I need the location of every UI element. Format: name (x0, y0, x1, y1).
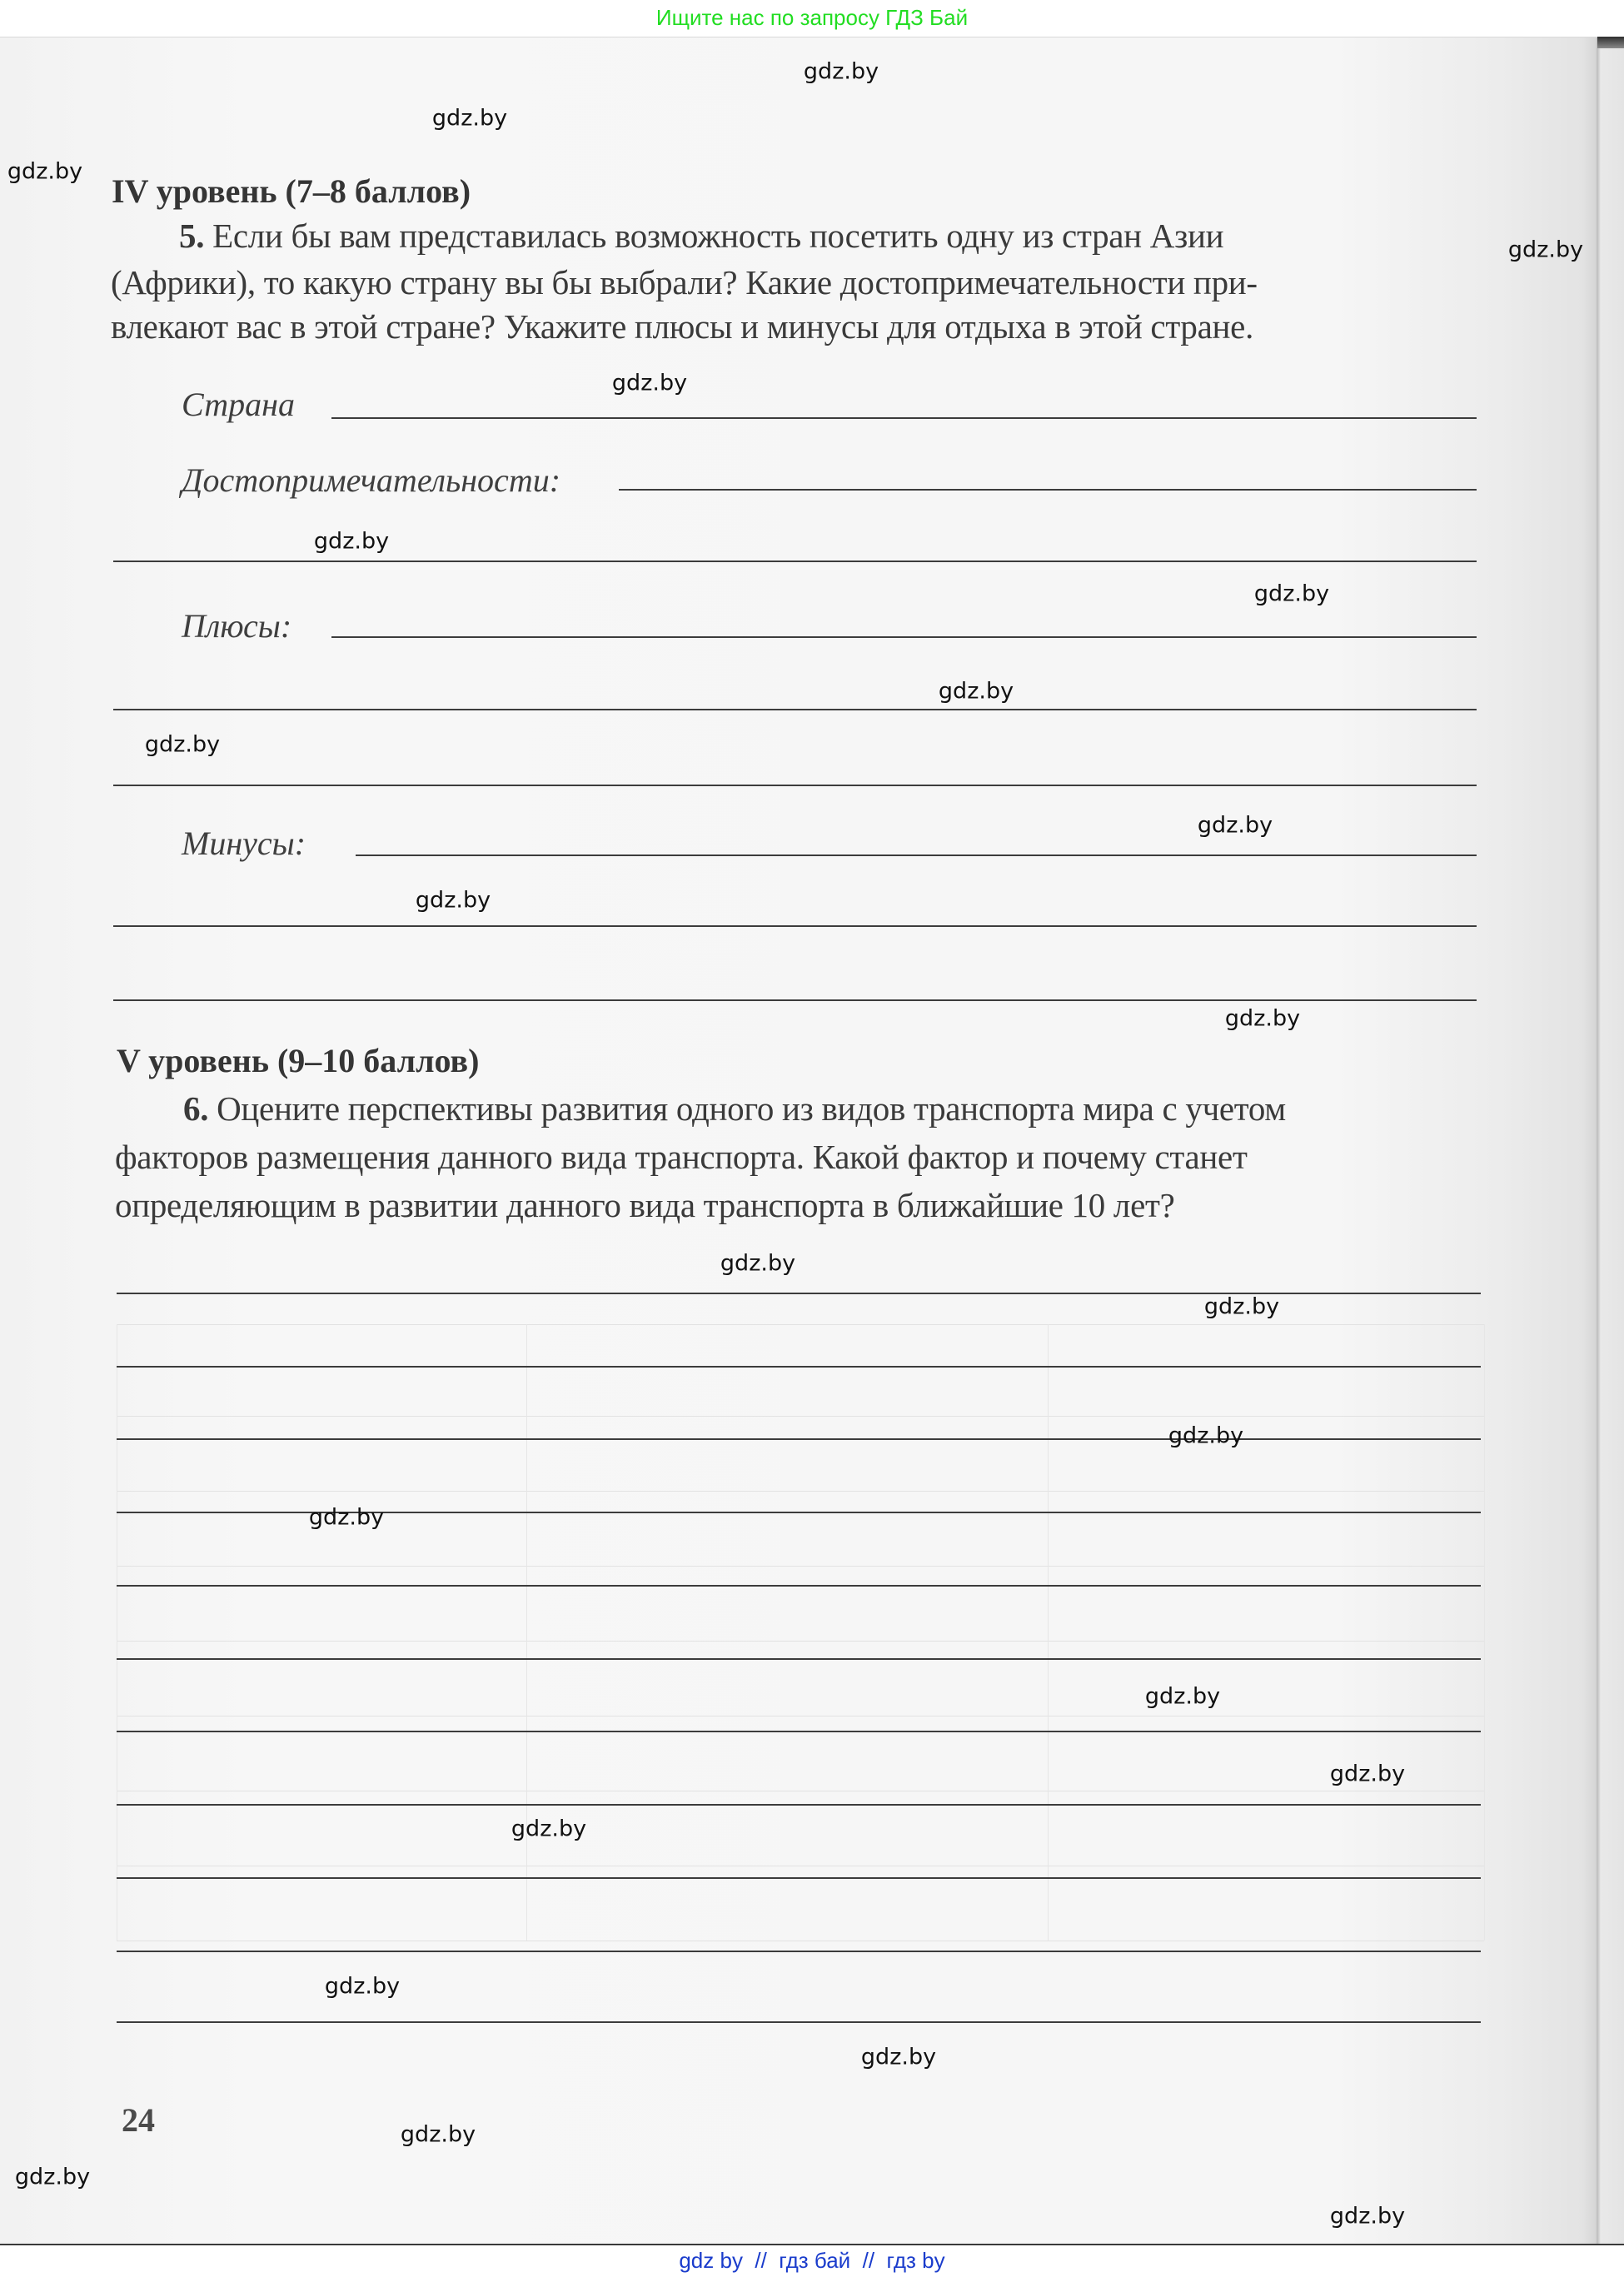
task-6-line-2: факторов размещения данного вида транспорта. Какой фактор и почему станет (115, 1138, 1248, 1176)
task-5-line-1 (179, 216, 1223, 256)
task-6-answer-line[interactable] (117, 1877, 1481, 1879)
task-5-line-2: (Африки), то какую страну вы бы выбрали? Какие достопримечательности при- (111, 263, 1258, 301)
task-6-answer-line[interactable] (117, 1951, 1481, 1952)
watermark: gdz.by (511, 1816, 587, 1842)
cons-answer-line-1[interactable] (356, 855, 1477, 856)
watermark: gdz.by (324, 1973, 401, 2000)
task-5-number: 5. (179, 217, 205, 255)
section-v-heading: V уровень (9–10 баллов) (117, 1042, 480, 1079)
task-6-answer-line[interactable] (117, 1658, 1481, 1660)
pros-answer-line-3[interactable] (113, 785, 1477, 786)
watermark: gdz.by (1507, 237, 1584, 263)
top-banner: Ищите нас по запросу ГДЗ Бай (0, 0, 1624, 35)
watermark: gdz.by (1197, 812, 1273, 839)
country-answer-line[interactable] (331, 417, 1477, 419)
cons-answer-line-3[interactable] (113, 999, 1477, 1001)
watermark: gdz.by (720, 1250, 796, 1277)
task-5-line-3: влекают вас в этой стране? Укажите плюсы и минусы для отдыха в этой стране. (111, 307, 1254, 346)
task-6-line-3: определяющим в развитии данного вида транспорта в ближайшие 10 лет? (115, 1186, 1175, 1224)
task-6-answer-line[interactable] (117, 1438, 1481, 1440)
watermark: gdz.by (1329, 2203, 1406, 2230)
task-6-number: 6. (183, 1089, 209, 1128)
task-6-answer-line[interactable] (117, 2021, 1481, 2023)
task-6-answer-line[interactable] (117, 1366, 1481, 1368)
watermark: gdz.by (1329, 1761, 1406, 1787)
watermark: gdz.by (14, 2164, 91, 2190)
watermark: gdz.by (7, 158, 83, 185)
watermark: gdz.by (313, 528, 390, 555)
pros-answer-line-1[interactable] (331, 636, 1477, 638)
watermark: gdz.by (144, 731, 221, 758)
task-5-text-1: Если бы вам представилась возможность посетить одну из стран Азии (212, 217, 1224, 255)
watermark: gdz.by (1144, 1683, 1221, 1710)
cons-answer-line-2[interactable] (113, 925, 1477, 927)
pros-label: Плюсы: (182, 607, 292, 645)
task-6-text-1: Оцените перспективы развития одного из видов транспорта мира с учетом (217, 1089, 1286, 1128)
watermark: gdz.by (308, 1504, 385, 1531)
sights-answer-line-1[interactable] (619, 489, 1477, 491)
footer-links[interactable]: gdz by // гдз бай // гдз by (0, 2245, 1624, 2282)
task-6-answer-line[interactable] (117, 1804, 1481, 1806)
watermark: gdz.by (431, 105, 508, 132)
watermark: gdz.by (415, 887, 491, 914)
watermark: gdz.by (860, 2044, 937, 2070)
watermark: gdz.by (1168, 1423, 1244, 1449)
task-6-line-1 (183, 1089, 1286, 1129)
watermark: gdz.by (1224, 1005, 1301, 1032)
task-6-answer-line[interactable] (117, 1585, 1481, 1587)
watermark: gdz.by (1203, 1293, 1280, 1320)
sights-label: Достопримечательности: (182, 461, 561, 499)
watermark: gdz.by (803, 58, 879, 85)
watermark: gdz.by (1253, 580, 1330, 607)
country-label: Страна (182, 386, 295, 423)
pros-answer-line-2[interactable] (113, 709, 1477, 710)
page-number: 24 (122, 2101, 155, 2139)
watermark: gdz.by (400, 2121, 476, 2148)
cons-label: Минусы: (182, 825, 306, 862)
sights-answer-line-2[interactable] (113, 561, 1477, 562)
binding-shadow (1597, 37, 1624, 48)
section-iv-heading: IV уровень (7–8 баллов) (112, 172, 471, 210)
task-6-answer-line[interactable] (117, 1731, 1481, 1732)
watermark: gdz.by (611, 370, 688, 396)
watermark: gdz.by (938, 678, 1014, 705)
